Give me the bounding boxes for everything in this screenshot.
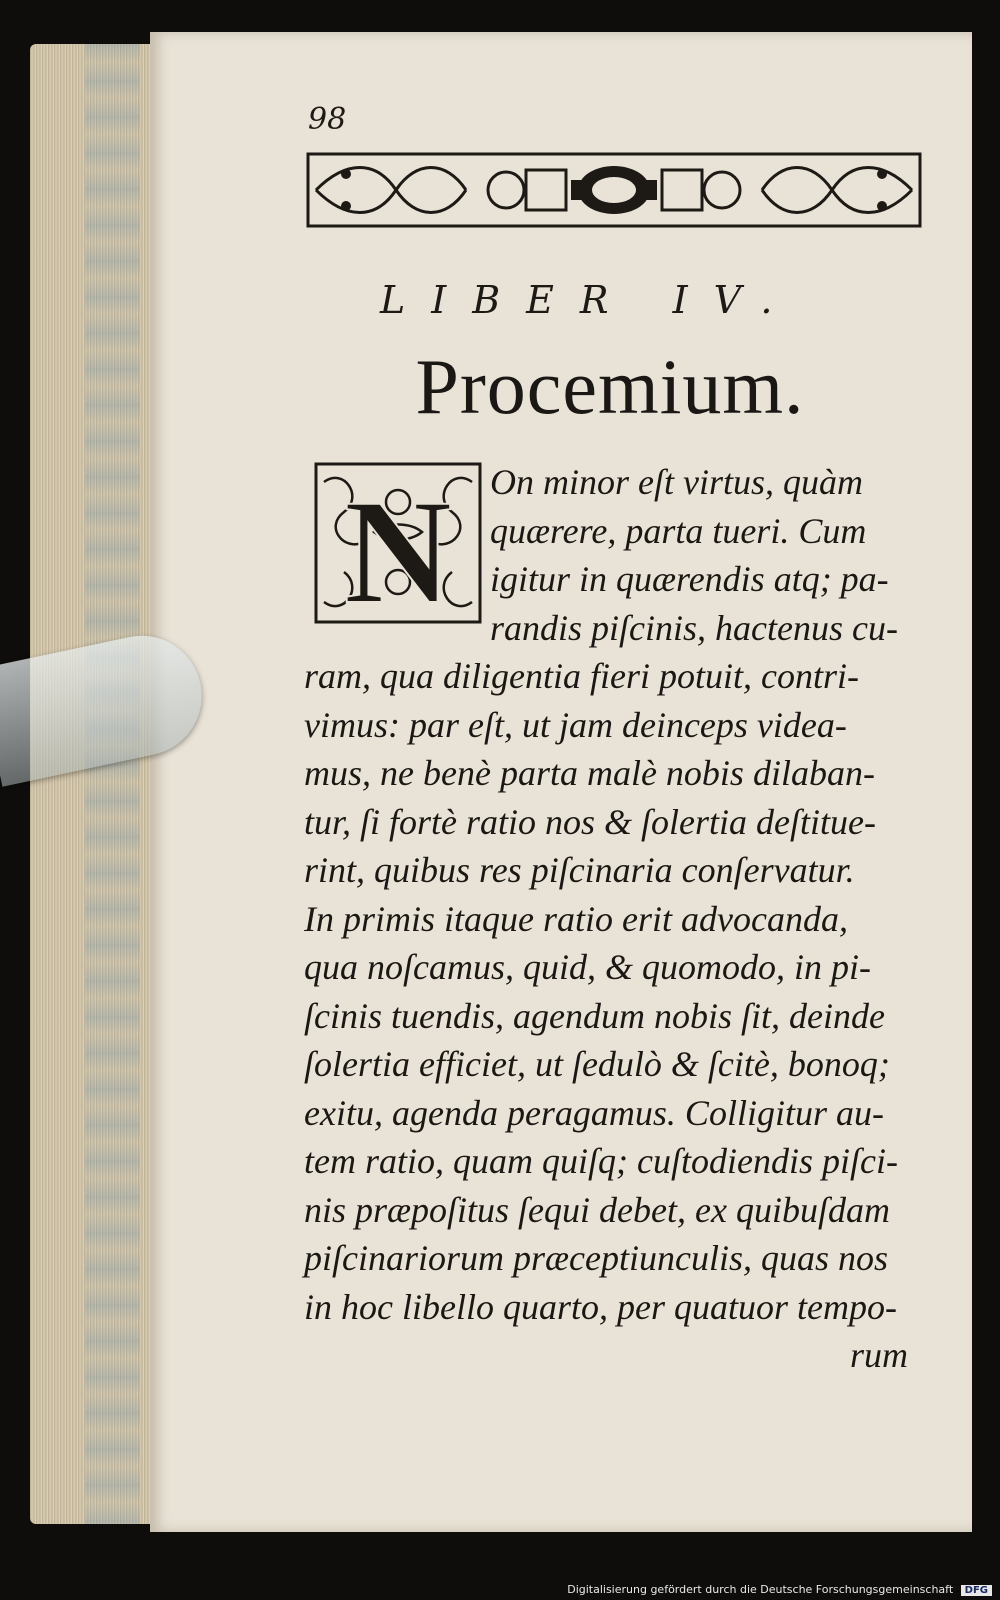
text-line: In primis itaque ratio erit advocanda,: [304, 898, 848, 939]
dfg-logo: DFG: [961, 1585, 992, 1596]
credit-text: Digitalisierung gefördert durch die Deutsche Forschungsgemeinschaft: [567, 1583, 954, 1596]
text-line: igitur in quærendis atq; pa-: [490, 559, 889, 599]
text-line: rint, quibus res piſcinaria conſervatur.: [304, 850, 855, 890]
text-line: nis præpoſitus ſequi debet, ex quibuſdam: [304, 1189, 890, 1230]
text-line: On minor eſt virtus, quàm: [490, 462, 863, 502]
page-number: 98: [308, 102, 347, 137]
book-page-edges: [30, 44, 155, 1524]
section-title: Procemium.: [415, 343, 805, 430]
text-line: quærere, parta tueri. Cum: [490, 510, 867, 551]
text-line: in hoc libello quarto, per quatuor tempo-: [304, 1286, 897, 1327]
body-text: [304, 458, 944, 1380]
text-line: exitu, agenda peragamus. Colligitur au-: [304, 1092, 884, 1133]
initial-letter: N: [343, 469, 453, 624]
text-line: qua noſcamus, quid, & quomodo, in pi-: [304, 947, 871, 987]
ornament-headpiece: [306, 150, 922, 230]
text-line: tur, ſi fortè ratio nos & ſolertia deſtitue-: [304, 801, 876, 842]
running-title: LIBER IV.: [380, 278, 799, 322]
text-line: randis piſcinis, hactenus cu-: [490, 607, 898, 648]
catchword: rum: [849, 1335, 908, 1375]
text-line: ſcinis tuendis, agendum nobis ſit, deinde: [304, 995, 885, 1036]
digitization-credit: [567, 1583, 992, 1596]
text-line: ſolertia efficiet, ut ſedulò & ſcitè, bonoq;: [304, 1044, 890, 1084]
text-line: mus, ne benè parta malè nobis dilaban-: [304, 753, 875, 793]
text-line: tem ratio, quam quiſq; cuſtodiendis piſci-: [304, 1141, 898, 1181]
text-line: vimus: par eſt, ut jam deinceps videa-: [304, 704, 847, 745]
text-line: piſcinariorum præceptiunculis, quas nos: [304, 1238, 888, 1278]
text-line: ram, qua diligentia fieri potuit, contri-: [304, 656, 859, 696]
